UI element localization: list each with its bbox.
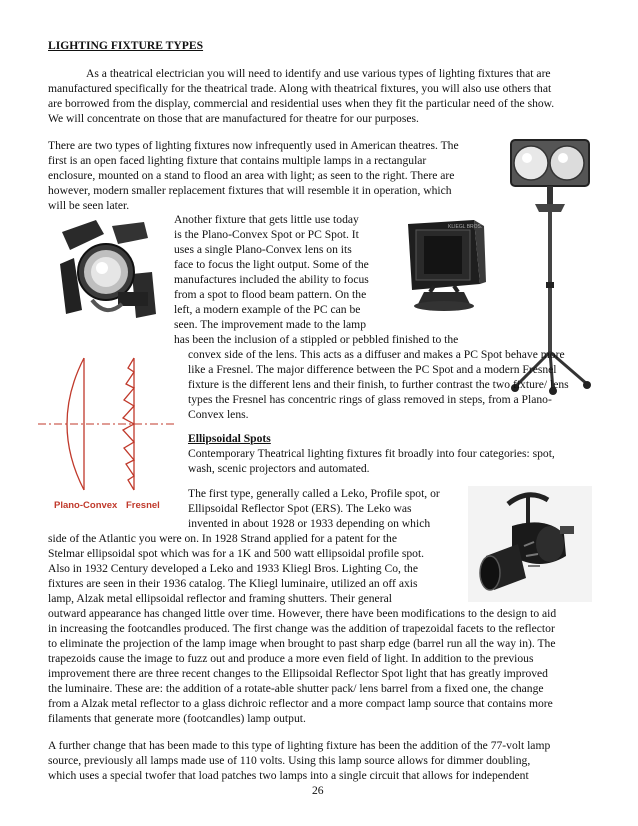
pc-line: left, a modern example of the PC can be bbox=[174, 303, 361, 316]
leko-full-line: trapezoids cause the image to fuzz out and produce a more even field of light. In addition to the previous bbox=[48, 652, 534, 665]
leko-photo bbox=[468, 486, 592, 602]
pc-line: seen. The improvement made to the lamp bbox=[174, 318, 366, 331]
ellipsoidal-heading: Ellipsoidal Spots bbox=[188, 432, 271, 445]
old-pc-spot-label: KLIEGL BROS. bbox=[448, 224, 483, 230]
pc-line: face to focus the light output. Some of the bbox=[174, 258, 369, 271]
leko-full-line: improvement there are three recent changes to the Ellipsoidal Reflector Spot light that has greatly improved bbox=[48, 667, 548, 680]
ellipsoidal-line: wash, scenic projectors and automated. bbox=[188, 462, 370, 475]
pc-cont-line: fixture is the different lens and their finish, to further contrast the two fixture/ lens bbox=[188, 378, 569, 391]
pc-cont-line: Convex lens. bbox=[188, 408, 249, 421]
page-heading: LIGHTING FIXTURE TYPES bbox=[48, 39, 204, 52]
last-line: source, previously all lamps made use of 110 volts. Using this lamp source allows for dimmer doubling, bbox=[48, 754, 531, 767]
leko-full-line: filaments that generate more (footcandles) lamp output. bbox=[48, 712, 306, 725]
leko-line: The first type, generally called a Leko, Profile spot, or bbox=[188, 487, 440, 500]
pc-cont-line: types the Fresnel has concentric rings of glass removed in steps, from a Plano- bbox=[188, 393, 552, 406]
pc-line: manufactures included the ability to focus bbox=[174, 273, 369, 286]
pc-line: has been the inclusion of a stippled or pebbled finished to the bbox=[174, 333, 459, 346]
old-pc-spot-photo bbox=[394, 214, 489, 314]
page-number: 26 bbox=[312, 784, 324, 797]
last-line: which uses a special twofer that load patches two lamps into a single circuit that allows for independent bbox=[48, 769, 529, 782]
types-line: will be seen later. bbox=[48, 199, 130, 212]
last-line: A further change that has been made to this type of lighting fixture has been the addition of the 77-volt lamp bbox=[48, 739, 551, 752]
pc-line: Another fixture that gets little use today bbox=[174, 213, 359, 226]
types-line: however, modern smaller replacement fixtures that will resemble it in operation, which bbox=[48, 184, 452, 197]
intro-line: We will concentrate on those that are manufactured for theatre for our purposes. bbox=[48, 112, 419, 125]
leko-full-line: from a Alzak metal reflector to a glass dichroic reflector and a more compact lamp source that contains more bbox=[48, 697, 553, 710]
ellipsoidal-line: Contemporary Theatrical lighting fixtures fit broadly into four categories: spot, bbox=[188, 447, 555, 460]
leko-line: invented in about 1928 or 1933 depending on which bbox=[188, 517, 431, 530]
leko-cont-line: Also in 1932 Century developed a Leko and 1933 Kliegl Bros. Lighting Co, the bbox=[48, 562, 418, 575]
pc-spot-photo bbox=[52, 214, 164, 326]
pc-line: is the Plano-Convex Spot or PC Spot. It bbox=[174, 228, 359, 241]
types-line: first is an open faced lighting fixture that contains multiple lamps in a rectangular bbox=[48, 154, 427, 167]
leko-cont-line: Stelmar ellipsoidal spot which was for a 1K and 500 watt ellipsoidal profile spot. bbox=[48, 547, 425, 560]
fresnel-label: Fresnel bbox=[126, 500, 160, 511]
plano-convex-label: Plano-Convex bbox=[54, 500, 118, 511]
pc-line: from a spot to flood beam pattern. On the bbox=[174, 288, 367, 301]
pc-cont-line: convex side of the lens. This acts as a diffuser and makes a PC Spot behave more bbox=[188, 348, 565, 361]
types-line: enclosure, mounted on a stand to flood an area with light; as seen to the right. There are bbox=[48, 169, 455, 182]
intro-line: manufactured specifically for the theatrical trade. Along with theatrical fixtures, you will also use others that bbox=[48, 82, 552, 95]
pc-line: uses a single Plano-Convex lens on its bbox=[174, 243, 352, 256]
leko-cont-line: lamp, Alzak metal ellipsoidal reflector and framing shutters. Their general bbox=[48, 592, 392, 605]
leko-line: Ellipsoidal Reflector Spot (ERS). The Leko was bbox=[188, 502, 412, 515]
leko-full-line: in increasing the footcandles produced. The first change was the addition of trapezoidal facets to the reflector bbox=[48, 622, 555, 635]
leko-full-line: outward appearance has changed little over time. However, there have been modifications to the design to aid bbox=[48, 607, 557, 620]
leko-cont-line: side of the Atlantic you were on. In 1928 Strand applied for a patent for the bbox=[48, 532, 398, 545]
types-line: There are two types of lighting fixtures now infrequently used in American theatres. The bbox=[48, 139, 459, 152]
leko-cont-line: fixtures are seen in their 1936 catalog. The Kliegl luminaire, utilized an off axis bbox=[48, 577, 418, 590]
intro-line: As a theatrical electrician you will need to identify and use various types of lighting fixtures that are bbox=[86, 67, 551, 80]
leko-full-line: to eliminate the projection of the lamp image when brought to past sharp edge (barrel run all the way in). The bbox=[48, 637, 556, 650]
lens-diagram bbox=[36, 348, 178, 516]
pc-cont-line: like a Fresnel. The major difference between the PC Spot and a modern Fresnel bbox=[188, 363, 557, 376]
leko-full-line: the luminaire. These are: the addition of a rotate-able shutter pack/ lens barrel from a fixed one, the change bbox=[48, 682, 544, 695]
intro-line: are borrowed from the display, commercial and residential uses when they fit the particular need of the show. bbox=[48, 97, 555, 110]
